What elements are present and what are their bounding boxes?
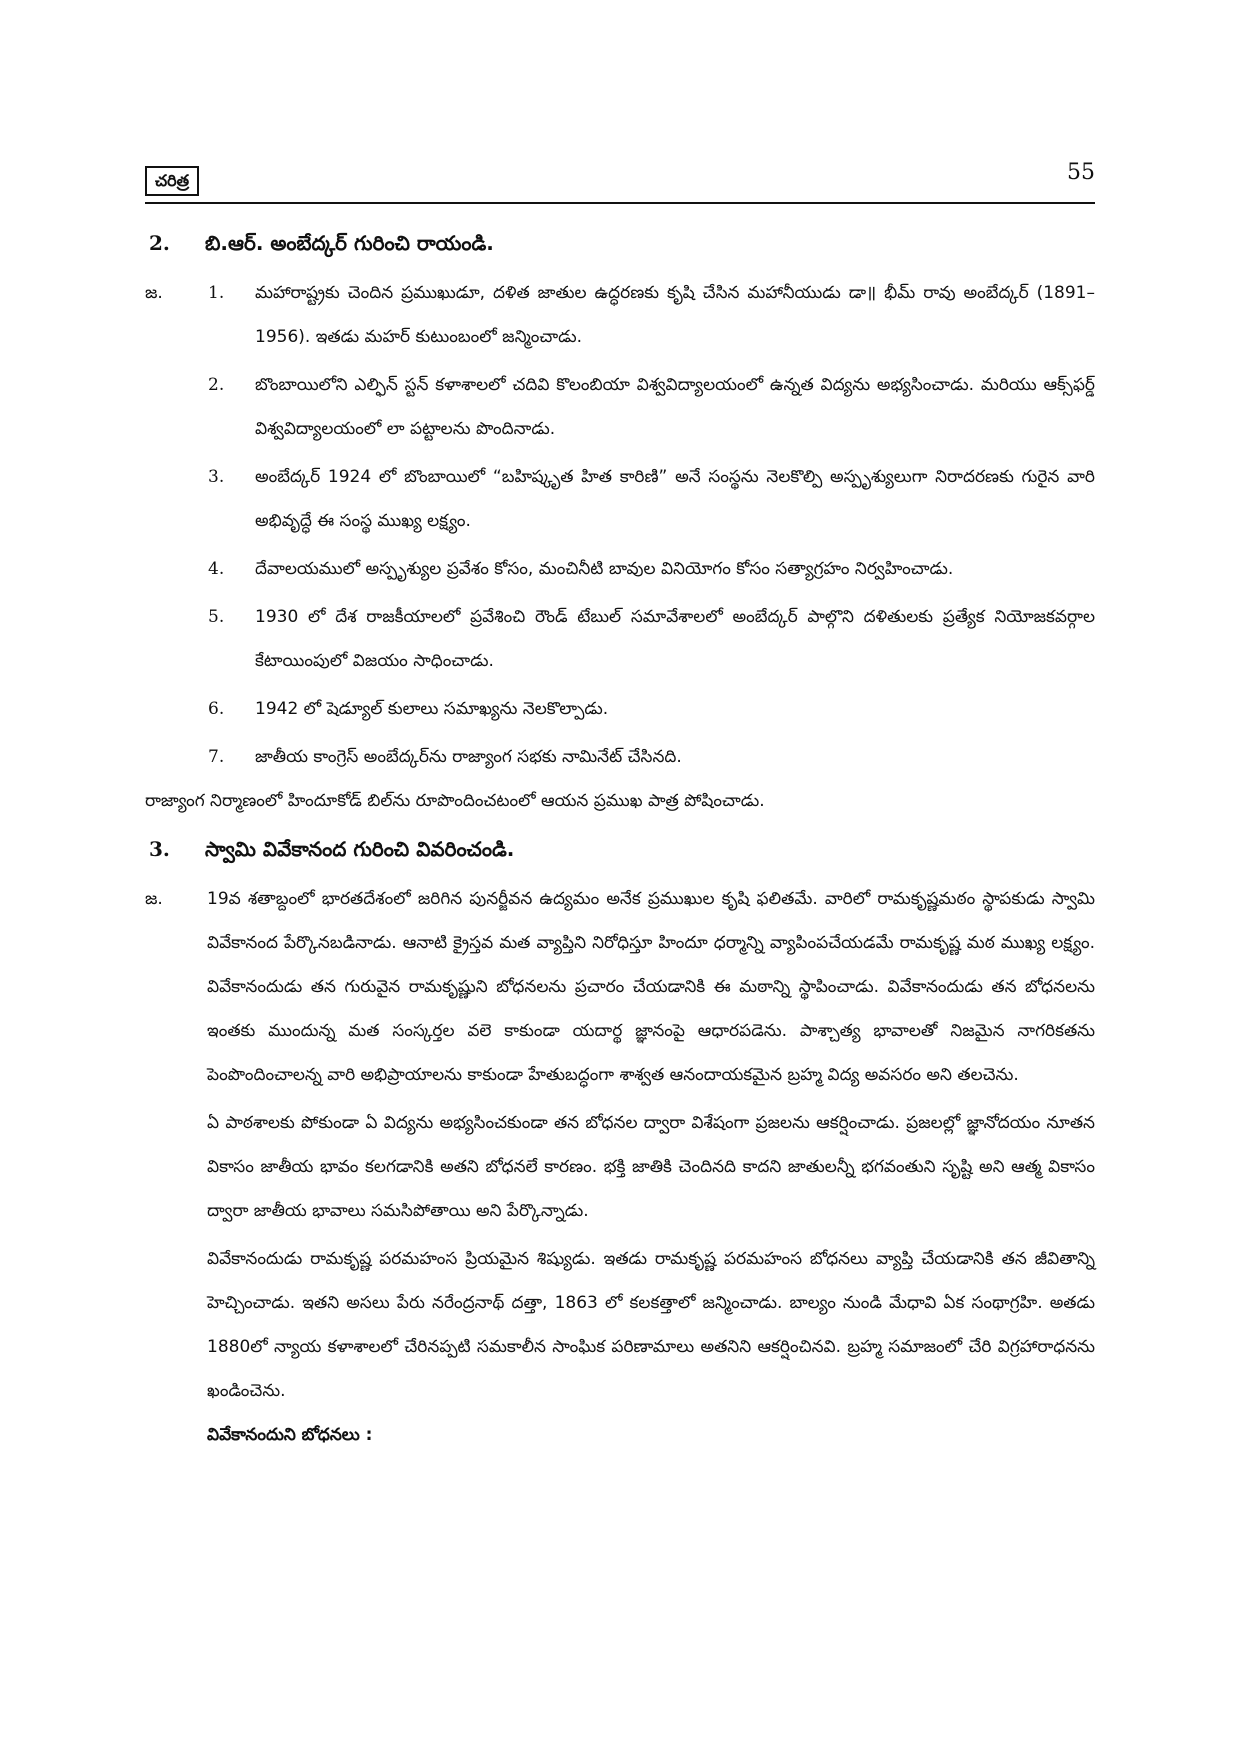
page-header (145, 160, 1095, 204)
question-number: 3. (149, 837, 170, 861)
list-item (145, 735, 1095, 779)
answer-label: జ. (145, 283, 163, 303)
item-text: 1942 లో షెడ్యూల్ కులాలు సమాఖ్యను నెలకొల్పాడు. (255, 699, 609, 719)
list-item (145, 547, 1095, 591)
item-text: బొంబాయిలోని ఎల్ఫిన్ స్టన్ కళాశాలలో చదివి కొలంబియా విశ్వవిద్యాలయంలో ఉన్నత విద్యను అభ్యసించాడు. మరియు ఆక్స్‌ఫర్డ్ విశ్వవిద్యాలయంలో లా పట్టాలను పొందినాడు. (255, 375, 1095, 439)
item-number: 3. (208, 467, 225, 487)
list-item (145, 687, 1095, 731)
answer-label: జ. (145, 889, 163, 909)
list-item (145, 455, 1095, 543)
page-content (145, 225, 1095, 1457)
item-number: 1. (208, 283, 225, 303)
list-item (145, 271, 1095, 359)
item-text: మహారాష్ట్రకు చెందిన ప్రముఖుడూ, దళిత జాతుల ఉద్ధరణకు కృషి చేసిన మహానీయుడు డా॥ భీమ్ రావు అంబేద్కర్ (1891–1956). ఇతడు మహర్ కుటుంబంలో జన్మించాడు. (255, 283, 1095, 347)
item-text: అంబేద్కర్ 1924 లో బొంబాయిలో “బహిష్కృత హిత కారిణి” అనే సంస్థను నెలకొల్పి అస్పృశ్యులుగా నిరాదరణకు గురైన వారి అభివృద్ధే ఈ సంస్థ ముఖ్య లక్ష్యం. (255, 467, 1095, 531)
closing-paragraph: రాజ్యాంగ నిర్మాణంలో హిందూకోడ్ బిల్‌ను రూపొందించటంలో ఆయన ప్రముఖ పాత్ర పోషించాడు. (145, 791, 765, 811)
paragraph: వివేకానందుడు రామకృష్ణ పరమహంస ప్రియమైన శిష్యుడు. ఇతడు రామకృష్ణ పరమహంస బోధనలు వ్యాప్తి చేయడానికి తన జీవితాన్ని హెచ్చించాడు. ఇతని అసలు పేరు నరేంద్రనాథ్ దత్తా, 1863 లో కలకత్తాలో జన్మించాడు. బాల్యం నుండి మేధావి ఏక సంథాగ్రహి. అతడు 1880లో న్యాయ కళాశాలలో చేరినప్పటి సమకాలీన సాంఘిక పరిణామాలు అతనిని ఆకర్షించినవి. బ్రహ్మ సమాజంలో చేరి విగ్రహారాధనను ఖండించెను. (207, 1249, 1095, 1401)
question-title: బి.ఆర్. అంబేద్కర్ గురించి రాయండి. (205, 231, 494, 255)
item-number: 6. (208, 699, 225, 719)
item-number: 7. (208, 747, 225, 767)
item-text: 1930 లో దేశ రాజకీయాలలో ప్రవేశించి రౌండ్ టేబుల్ సమావేశాలలో అంబేద్కర్ పాల్గొని దళితులకు ప్రత్యేక నియోజకవర్గాల కేటాయింపులో విజయం సాధించాడు. (255, 607, 1095, 671)
item-text: జాతీయ కాంగ్రెస్ అంబేద్కర్‌ను రాజ్యాంగ సభకు నామినేట్ చేసినది. (255, 747, 682, 767)
list-item (145, 595, 1095, 683)
question-2-heading (145, 225, 1095, 261)
answer-2 (145, 271, 1095, 823)
answer-3 (145, 877, 1095, 1457)
question-number: 2. (149, 231, 170, 255)
paragraph: ఏ పాఠశాలకు పోకుండా ఏ విద్యను అభ్యసించకుండా తన బోధనల ద్వారా విశేషంగా ప్రజలను ఆకర్షించాడు. ప్రజలల్లో జ్ఞానోదయం నూతన వికాసం జాతీయ భావం కలగడానికి అతని బోధనలే కారణం. భక్తి జాతికి చెందినది కాదని జాతులన్నీ భగవంతుని సృష్టి అని ఆత్మ వికాసం ద్వారా జాతీయ భావాలు సమసిపోతాయి అని పేర్కొన్నాడు. (207, 1113, 1095, 1221)
subheading: వివేకానందుని బోధనలు : (207, 1425, 373, 1445)
item-number: 4. (208, 559, 225, 579)
subject-label: చరిత్ర (145, 166, 199, 196)
question-3-heading (145, 831, 1095, 867)
item-number: 2. (208, 375, 225, 395)
page-number: 55 (1067, 160, 1095, 185)
paragraph: 19వ శతాబ్దంలో భారతదేశంలో జరిగిన పునర్జీవన ఉద్యమం అనేక ప్రముఖుల కృషి ఫలితమే. వారిలో రామకృష్ణమఠం స్థాపకుడు స్వామి వివేకానంద పేర్కొనబడినాడు. ఆనాటి క్రైస్తవ మత వ్యాప్తిని నిరోధిస్తూ హిందూ ధర్మాన్ని వ్యాపింపచేయడమే రామకృష్ణ మఠ ముఖ్య లక్ష్యం. వివేకానందుడు తన గురువైన రామకృష్ణుని బోధనలను ప్రచారం చేయడానికి ఈ మఠాన్ని స్థాపించాడు. వివేకానందుడు తన బోధనలను ఇంతకు ముందున్న మత సంస్కర్తల వలె కాకుండా యదార్థ జ్ఞానంపై ఆధారపడెను. పాశ్చాత్య భావాలతో నిజమైన నాగరికతను పెంపొందించాలన్న వారి అభిప్రాయాలను కాకుండా హేతుబద్ధంగా శాశ్వత ఆనందాయకమైన బ్రహ్మ విద్య అవసరం అని తలచెను. (207, 889, 1095, 1085)
item-text: దేవాలయములో అస్పృశ్యుల ప్రవేశం కోసం, మంచినీటి బావుల వినియోగం కోసం సత్యాగ్రహం నిర్వహించాడు. (255, 559, 954, 579)
question-title: స్వామి వివేకానంద గురించి వివరించండి. (205, 837, 515, 861)
list-item (145, 363, 1095, 451)
item-number: 5. (208, 607, 225, 627)
